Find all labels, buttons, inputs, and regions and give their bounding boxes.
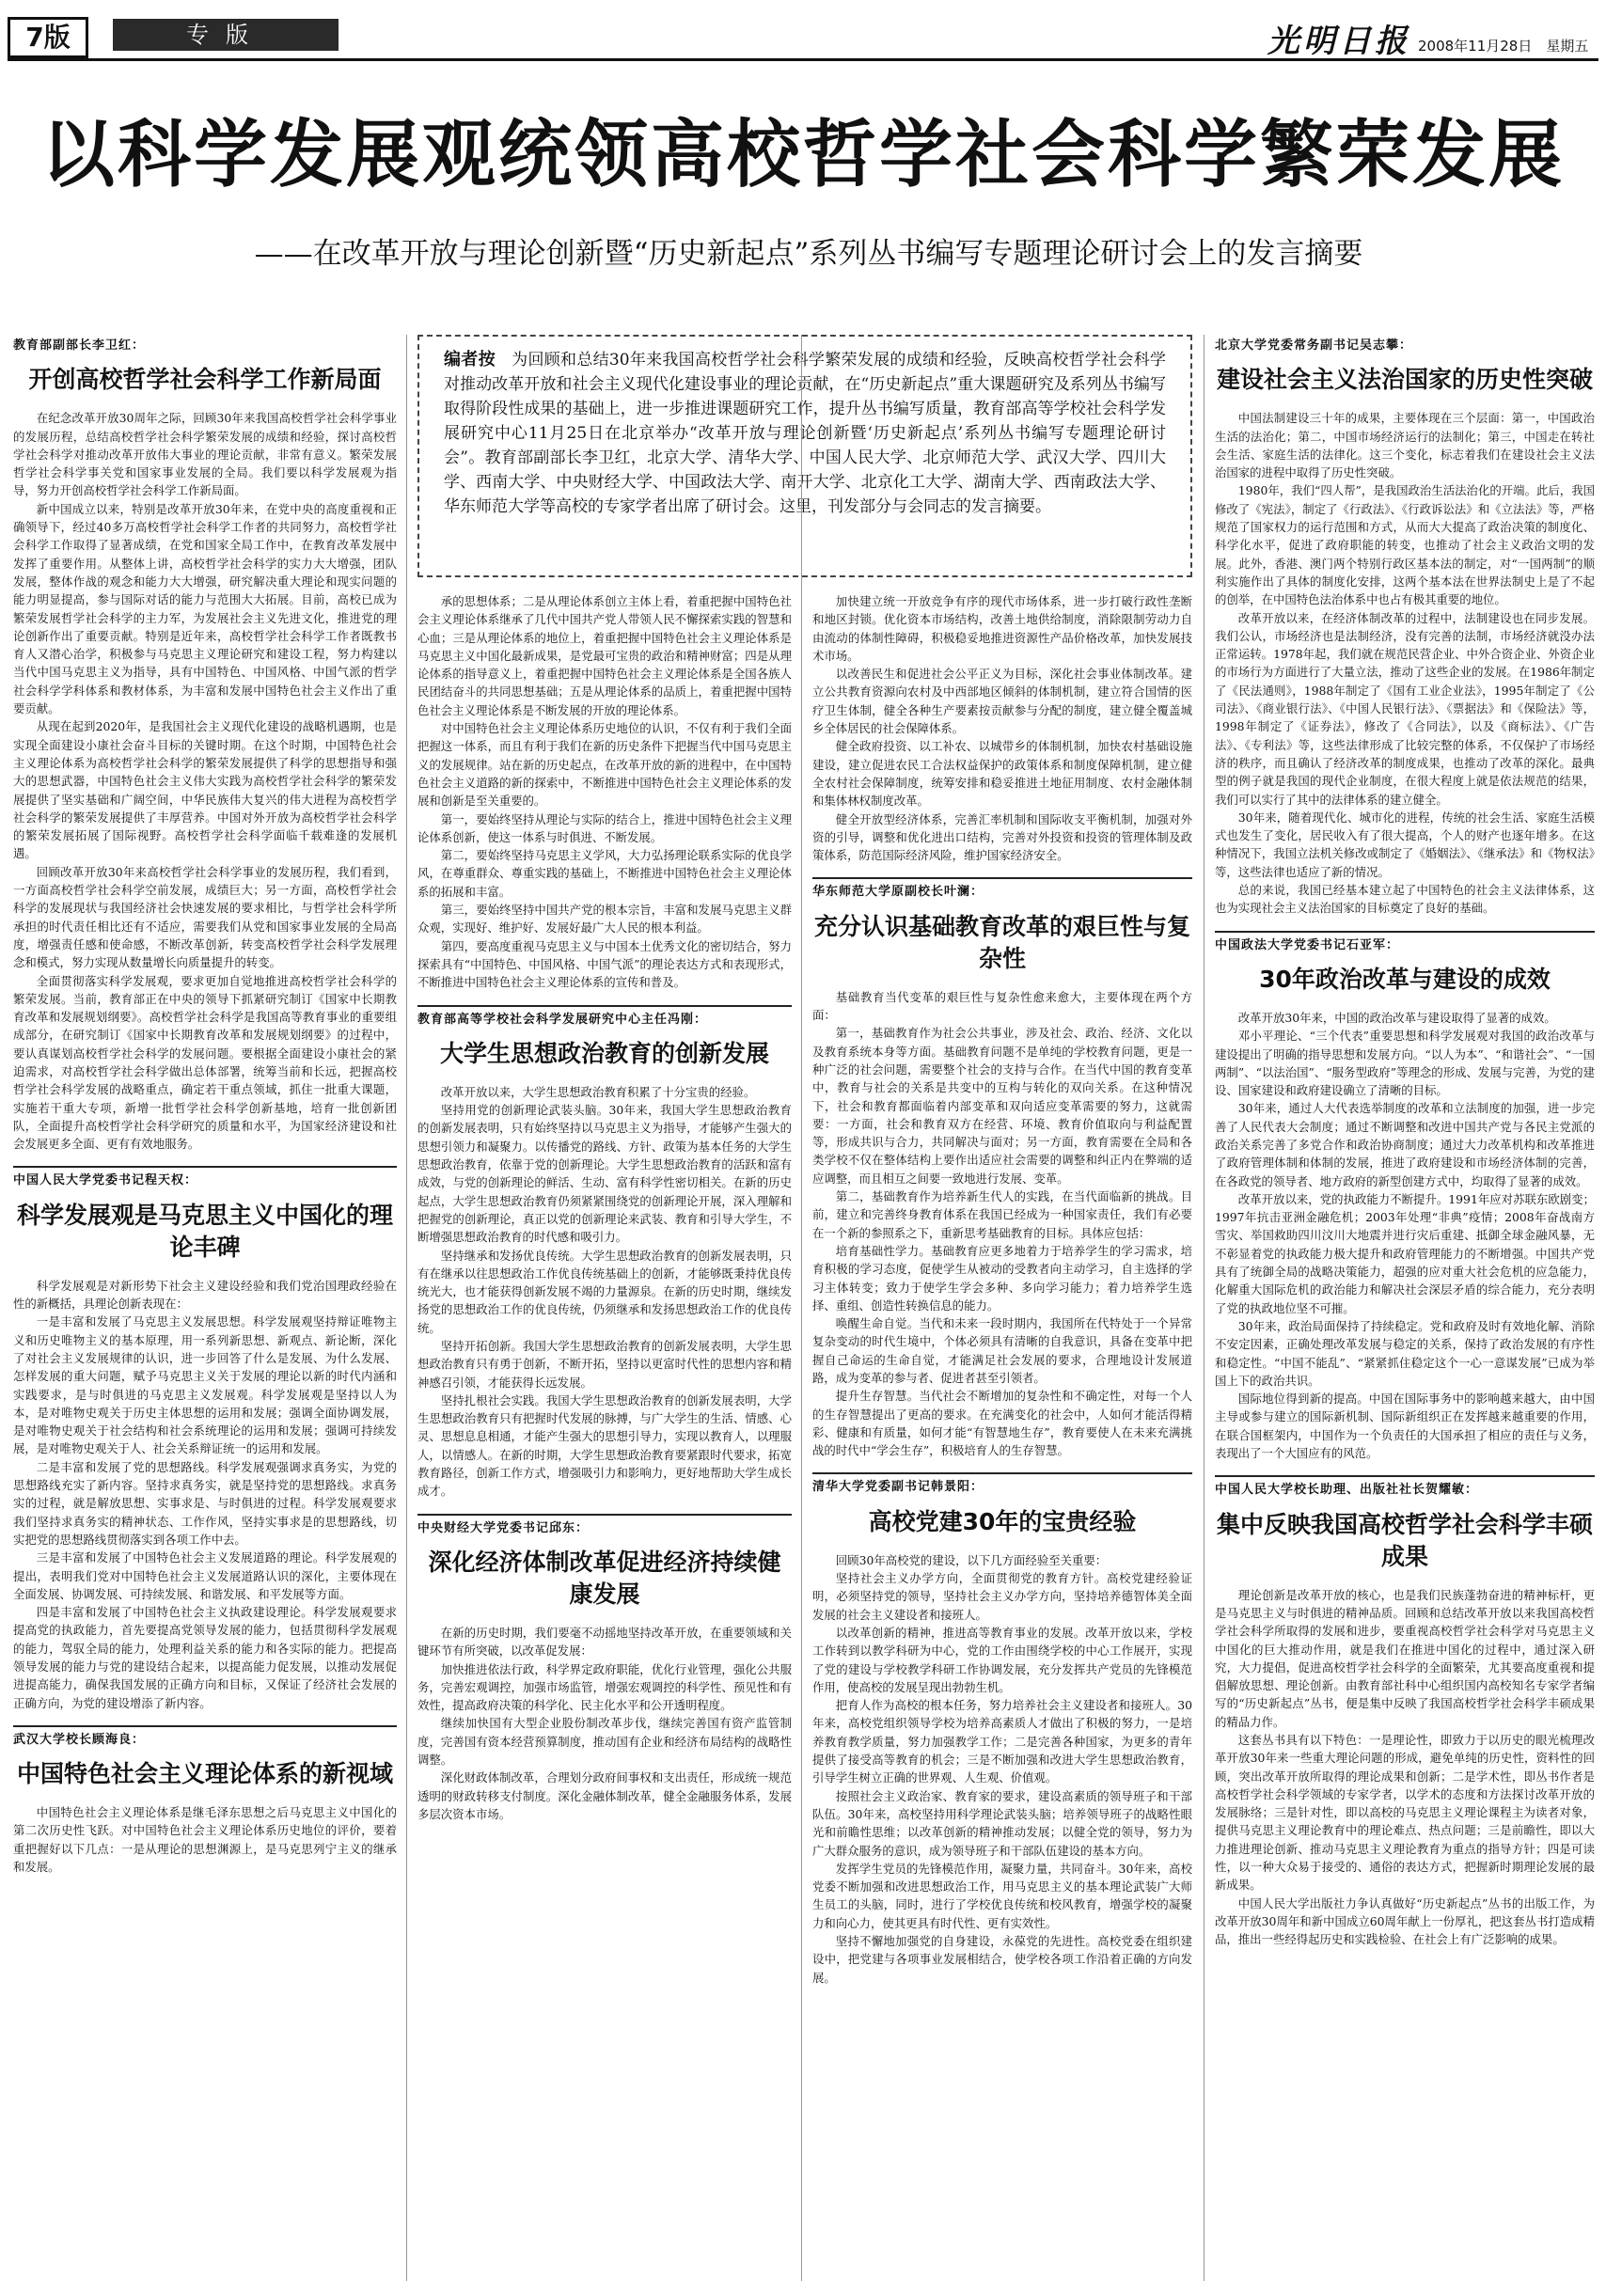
article-paragraph: 第一，基础教育作为社会公共事业，涉及社会、政治、经济、文化以及教育系统本身等方面。基础教育问题不是单纯的学校教育问题，更是一种广泛的社会问题，需要整个社会的支持与合作。在当代中国的教育变革中，教育与社会的关系是共变中的互构与转化的双向关系。在这种情况下，社会和教育都面临着内部变革和双向适应变革需要的努力，这就需要：一方面，社会和教育双方在经营、环境、教育价值取向与利益配置等，形成共识与合力，共同解决与面对；另一方面，教育需要在全局和各类学校不仅在整体结构上要作出适应社会需要的调整和纠正内在弊端的适应调整，而且相互之间要一致地进行发展、变革。 (812, 1026, 1192, 1186)
article-paragraph: 坚持继承和发扬优良传统。大学生思想政治教育的创新发展表明，只有在继承以往思想政治工作优良传统基础上的创新，才能够既秉持优良传统光大，也才能获得创新发展不竭的力量源泉。在新的历史时期，继续发扬党的思想政治工作的优良传统，仍须继承和发扬思想政治工作的优良传统。 (417, 1248, 792, 1335)
article-paragraph: 理论创新是改革开放的核心，也是我们民族蓬勃奋进的精神标杆，更是马克思主义与时俱进的精神品质。回顾和总结改革开放以来我国高校哲学社会科学所取得的发展和进步，要重视高校哲学社会科学对马克思主义中国化的巨大推动作用，就是我们在推进中国化的过程中，通过深入研究，大力提倡，促进高校哲学社会科学的全面繁荣，尤其要高度重视和提倡解放思想、理论创新。由教育部社科中心组织国内高校知名专家学者编写的“历史新起点”丛书，便是集中反映了我国高校哲学社会科学丰硕成果的精品力作。 (1215, 1587, 1595, 1729)
article-title: 深化经济体制改革促进经济持续健康发展 (428, 1548, 781, 1608)
article-paragraph: 一是丰富和发展了马克思主义发展思想。科学发展观坚持辩证唯物主义和历史唯物主义的基本原理，用一系列新思想、新观点、新论断，深化了对社会主义发展规律的认识，进一步回答了什么是发展、为什么发展、怎样发展的重大问题，赋予马克思主义关于发展的理论以新的时代内涵和实践要求，是与时俱进的马克思主义发展观。科学发展观是坚持以人为本，是对唯物史观关于历史主体思想的运用和发展；强调全面协调发展，是对唯物史观关于社会结构和社会系统理论的运用和发展；强调可持续发展，是对唯物史观关于人、社会关系辩证统一的运用和发展。 (13, 1314, 397, 1456)
article-paragraph: 坚持扎根社会实践。我国大学生思想政治教育的创新发展表明，大学生思想政治教育只有把握时代发展的脉搏，与广大学生的生活、情感、心灵、思想息息相通，才能产生强大的思想引导力，实现以教育人，以理服人，以情感人。在新的时期，大学生思想政治教育要紧跟时代要求，拓宽教育路径，创新工作方式，增强吸引力和影响力，更好地帮助大学生成长成才。 (417, 1392, 792, 1499)
page-subtitle: ——在改革开放与理论创新暨“历史新起点”系列丛书编写专题理论研讨会上的发言摘要 (254, 237, 1363, 271)
article-divider (812, 1472, 1192, 1474)
article-paragraph: 以改革创新的精神，推进高等教育事业的发展。改革开放以来，学校工作转到以教学科研为中心，党的工作由围绕学校的中心工作展开，实现了党的建设与学校教学科研工作协调发展，充分发挥共产党员的先锋模范作用，使高校的发展呈现出勃勃生机。 (812, 1625, 1192, 1694)
article-paragraph: 坚持用党的创新理论武装头脑。30年来，我国大学生思想政治教育的创新发展表明，只有始终坚持以马克思主义为指导，才能够产生强大的思想引领力和凝聚力。以传播党的路线、方针、政策为基本任务的大学生思想政治教育，依靠于党的创新理论。大学生思想政治教育的活跃和富有成效，与党的创新理论的鲜活、生动、富有科学性密切相关。在新的历史起点，大学生思想政治教育仍须紧紧围绕党的创新理论开展，深入理解和把握党的创新理论，真正以党的创新理论来武装、教育和引导大学生，不断增强思想政治教育的时代感和吸引力。 (417, 1103, 792, 1245)
article-paragraph: 把育人作为高校的根本任务，努力培养社会主义建设者和接班人。30年来，高校党组织领导学校为培养高素质人才做出了积极的努力，一是培养教育教学质量，努力加强教学工作；二是完善各种国家，为更多的青年提供了接受高等教育的机会；三是不断加强和改进大学生思想政治教育，引导学生树立正确的世界观、人生观、价值观。 (812, 1698, 1192, 1785)
article-title: 中国特色社会主义理论体系的新视域 (16, 1760, 393, 1788)
column-1 (13, 335, 397, 2281)
article-paragraph: 坚持社会主义办学方向，全面贯彻党的教育方针。高校党建经验证明，必须坚持党的领导，坚持社会主义办学方向，坚持培养德智体美全面发展的社会主义建设者和接班人。 (812, 1571, 1192, 1622)
article-title: 建设社会主义法治国家的历史性突破 (1216, 366, 1593, 394)
column-divider (801, 335, 802, 2281)
page-header (8, 8, 1598, 61)
article-author: 中央财经大学党委书记邱东： (417, 1520, 590, 1535)
article-paragraph: 加快推进依法行政，科学界定政府职能，优化行业管理，强化公共服务，完善宏观调控，加强市场监管，增强宏观调控的科学性、预见性和有效性，提高政府决策的科学化、民主化水平和公开透明程度。 (417, 1661, 792, 1713)
article-paragraph: 继续加快国有大型企业股份制改革步伐，继续完善国有资产监管制度，完善国有资本经营预算制度，推动国有企业和经济布局结构的战略性调整。 (417, 1716, 792, 1768)
article-paragraph: 承的思想体系；二是从理论体系创立主体上看，着重把握中国特色社会主义理论体系继承了几代中国共产党人带领人民不懈探索实践的智慧和心血；三是从理论体系的地位上，着重把握中国特色社会主义理论体系是马克思主义中国化最新成果，是党最可宝贵的政治和精神财富；四是从理论体系的指导意义上，着重把握中国特色社会主义理论体系是全国各族人民团结奋斗的共同思想基础；五是从理论体系的品质上，着重把握中国特色社会主义理论体系是不断发展的开放的理论体系。 (417, 594, 792, 717)
article-author: 中国人民大学校长助理、出版社社长贺耀敏： (1215, 1483, 1479, 1498)
column-4 (1215, 335, 1595, 2281)
article-title: 科学发展观是马克思主义中国化的理论丰碑 (16, 1201, 393, 1261)
article-paragraph: 邓小平理论、“三个代表”重要思想和科学发展观对我国的政治改革与建设提出了明确的指导思想和发展方向。“以人为本”、“和谐社会”、“一国两制”、“以法治国”、“服务型政府”等理念的形成、发展与完善，为党的建设、国家建设和政府建设确立了清晰的目标。 (1215, 1029, 1595, 1098)
article-paragraph: 改革开放30年来，中国的政治改革与建设取得了显著的成效。 (1237, 1010, 1556, 1025)
article-paragraph: 第一，要始终坚持从理论与实际的结合上，推进中国特色社会主义理论体系创新，使这一体系与时俱进、不断发展。 (417, 811, 792, 844)
article (1215, 931, 1595, 1463)
newspaper-masthead: 光明日报 (1267, 23, 1410, 60)
article (812, 592, 1192, 864)
article-author: 教育部副部长李卫红： (13, 338, 146, 353)
article-paragraph: 1980年，我们“四人帮”，是我国政治生活法治化的开端。此后，我国修改了《宪法》，制定了《行政法》、《行政诉讼法》和《立法法》等，严格规范了国家权力的运行范围和方式，从而大大提高了政治决策的制度化、科学化水平，促进了政府职能的转变，也推动了社会主义政治文明的发展。此外，香港、澳门两个特别行政区基本法的制定，对“一国两制”的顺利实施作出了具体的制度化安排，这两个基本法在世界法制史上是了不起的创举，在中国特色法治体系中也占有极其重要的地位。 (1215, 483, 1595, 607)
article-paragraph: 回顾改革开放30年来高校哲学社会科学事业的发展历程，我们看到，一方面高校哲学社会科学空前发展，成绩巨大；另一方面，高校哲学社会科学的发展现状与我国经济社会快速发展的要求相比，与哲学社会科学所承担的时代责任相比还有不适应，需要我们从党和国家事业发展的全局高度，增强责任感和使命感，不断改革创新，转变高校哲学社会科学发展理念和模式，努力实现从数量增长向质量提升的转变。 (13, 864, 397, 970)
article-paragraph: 科学发展观是对新形势下社会主义建设经验和我们党治国理政经验在性的新概括，具理论创新表现在： (13, 1278, 397, 1312)
article-divider (13, 1725, 397, 1727)
article-paragraph: 改革开放以来，党的执政能力不断提升。1991年应对苏联东欧剧变；1997年抗击亚洲金融危机；2003年处理“非典”疫情；2008年奋战南方雪灾、举国救助四川汶川大地震并进行灾后重建、抵御全球金融风暴，无不彰显着党的执政能力极大提升和政府管理能力的不断增强。中国共产党具有了统御全局的战略决策能力，超强的应对重大社会危机的应急能力，化解重大国际危机的政治能力和解决社会深层矛盾的综合能力，充分表明了党的执政地位坚不可摧。 (1215, 1191, 1595, 1315)
article-paragraph: 培育基础性学力。基础教育应更多地着力于培养学生的学习需求，培育积极的学习态度，促使学生从被动的受教者向主动学习，自主选择的学习主体转变；致力于使学生学会多种、多向学习能力；着力培养学生选择、重组、创造性转换信息的能力。 (812, 1243, 1192, 1313)
article-author: 中国政法大学党委书记石亚军： (1215, 937, 1400, 952)
article (417, 592, 792, 992)
publication-date: 2008年11月28日 星期五 (1418, 38, 1589, 55)
article-paragraph: 第三，要始终坚持中国共产党的根本宗旨，丰富和发展马克思主义群众观，实现好、维护好、发展好最广大人民的根本利益。 (417, 903, 792, 936)
article (812, 877, 1192, 1459)
article-paragraph: 30年来，政治局面保持了持续稳定。党和政府及时有效地化解、消除不安定因素，正确处理改革发展与稳定的关系，保持了政治发展的有序性和稳定性。“中国不能乱”、“紧紧抓住稳定这个一心一意谋发展”已成为举国上下的政治共识。 (1215, 1318, 1595, 1388)
article-paragraph: 第二，基础教育作为培养新生代人的实践，在当代面临新的挑战。目前，建立和完善终身教育体系在我国已经成为一种国家责任，我们有必要在一个新的参照系之下，重新思考基础教育的目标。具体应包括： (812, 1189, 1192, 1240)
section-tag: 专版 (113, 19, 339, 51)
article-paragraph: 第二，要始终坚持马克思主义学风，大力弘扬理论联系实际的优良学风，在尊重群众、尊重实践的基础上，不断推进中国特色社会主义理论体系的拓展和丰富。 (417, 848, 792, 899)
article-paragraph: 发挥学生党员的先锋模范作用，凝聚力量，共同奋斗。30年来，高校党委不断加强和改进思想政治工作，用马克思主义的基本理论武装广大师生员工的头脑，同时，进行了学校优良传统和校风教育，增强学校的凝聚力和向心力，使其更具有时代性、更有实效性。 (812, 1861, 1192, 1930)
article-paragraph: 总的来说，我国已经基本建立起了中国特色的社会主义法律体系，这也为实现社会主义法治国家的目标奠定了良好的基础。 (1215, 883, 1595, 916)
article-paragraph: 健全政府投资、以工补农、以城带乡的体制机制，加快农村基础设施建设，建立促进农民工合法权益保护的政策体系和制度保障机制，建立健全农村社会保障制度，统筹安排和稳妥推进土地征用制度、农村金融体制和集体林权制度改革。 (812, 739, 1192, 809)
article-paragraph: 从现在起到2020年，是我国社会主义现代化建设的战略机遇期，也是实现全面建设小康社会奋斗目标的关键时期。在这个时期，中国特色社会主义理论体系为高校哲学社会科学的繁荣发展提供了科学的思想指导和强大的思想武器，中国特色社会主义伟大实践为高校哲学社会科学的繁荣发展提供了坚实基础和广阔空间，中华民族伟大复兴的伟大进程为高校哲学社会科学的繁荣发展提供了丰厚营养。中国对外开放为高校哲学社会科学的繁荣发展拓展了国际视野。高校哲学社会科学面临千载难逢的发展机遇。 (13, 719, 397, 861)
article (812, 1472, 1192, 1986)
article (13, 1166, 397, 1711)
article (417, 1514, 792, 1824)
editor-note (417, 335, 1192, 577)
article-paragraph: 新中国成立以来，特别是改革开放30年来，在党中央的高度重视和正确领导下，经过40多万高校哲学社会科学工作者的共同努力，高校哲学社会科学工作取得了显著成绩，在党和国家全局工作中，在教育改革发展中发挥了重要作用。从整体上讲，高校哲学社会科学的实力大大增强，团队发展，整体作战的观念和能力大大增强，研究解决重大理论和现实问题的能力明显提高，参与国际对话的能力与范围大大拓展。目前，高校已成为繁荣发展哲学社会科学的主力军，为发展社会主义先进文化，推进党的理论创新作出了重要贡献。特别是近年来，高校哲学社会科学工作者既教书育人又潜心治学，积极参与马克思主义理论研究和建设工程，努力构建以当代中国马克思主义为指导，具有中国特色、中国风格、中国气派的哲学社会科学学科体系和教材体系，为丰富和发展中国特色社会主义作出了重要贡献。 (13, 501, 397, 716)
article-paragraph: 国际地位得到新的提高。中国在国际事务中的影响越来越大，由中国主导或参与建立的国际新机制、国际新组织正在发挥越来越重要的作用，在联合国框架内，中国作为一个负责任的大国承担了相应的责任与义务，表现出了一个大国应有的风范。 (1215, 1392, 1595, 1461)
article-paragraph: 提升生存智慧。当代社会不断增加的复杂性和不确定性，对每一个人的生存智慧提出了更高的要求。在充满变化的社会中，人如何才能活得精彩、健康和有质量，如何才能“有智慧地生存”，教育要使人在未来充满挑战的时代中“学会生存”，积极培育人的生存智慧。 (812, 1389, 1192, 1458)
article-paragraph: 中国人民大学出版社力争认真做好“历史新起点”丛书的出版工作，为改革开放30周年和新中国成立60周年献上一份厚礼，把这套丛书打造成精品，推出一些经得起历史和实践检验、在社会上有广泛影响的成果。 (1215, 1895, 1595, 1947)
article-paragraph: 回顾30年高校党的建设，以下几方面经验至关重要： (835, 1552, 1108, 1567)
article-author: 北京大学党委常务副书记吴志攀： (1215, 338, 1413, 353)
article-divider (417, 1005, 792, 1007)
article-paragraph: 改革开放以来，在经济体制改革的过程中，法制建设也在同步发展。我们公认，市场经济也是法制经济，没有完善的法制，市场经济就没办法正常运转。1978年起，我们就在规范民营企业、中外合资企业、外资企业的市场行为方面进行了大量立法，推动了这些企业的发展。在1986年制定了《民法通则》，1988年制定了《国有工业企业法》，1995年制定了《公司法》、《商业银行法》、《中国人民银行法》、《票据法》和《保险法》等，1998年制定了《证券法》，修改了《合同法》，以及《商标法》、《广告法》、《专利法》等，这些法律形成了比较完整的体系，不仅保护了市场经济的秩序，而且确认了经济改革的制度成果，也推动了改革的深化。最典型的例子就是我国的现代企业制度，在很大程度上就是依法规范的结果，我们可以实行了其中的法律体系的建立健全。 (1215, 610, 1595, 807)
article-paragraph: 全面贯彻落实科学发展观，要求更加自觉地推进高校哲学社会科学的繁荣发展。当前，教育部正在中央的领导下抓紧研究制订《国家中长期教育改革和发展规划纲要》。高校哲学社会科学是我国高等教育事业的重要组成部分，在研究制订《国家中长期教育改革和发展规划纲要》的过程中，要认真谋划高校哲学社会科学的发展问题。要根据全面建设小康社会的紧迫需求，对高校哲学社会科学做出总体部署，统筹当前和长远，把握高校哲学社会科学发展的战略重点，确定若干重点领域，抓住一批重大课题，实施若干重大专项，新增一批哲学社会科学创新基地，培育一批创新团队，全面提升高校哲学社会科学研究的质量和水平，为国家经济建设和社会发展更多全面、更有有效地服务。 (13, 973, 397, 1152)
article-author: 武汉大学校长顾海良： (13, 1732, 146, 1747)
article-title: 充分认识基础教育改革的艰巨性与复杂性 (813, 912, 1190, 972)
article-paragraph: 四是丰富和发展了中国特色社会主义执政建设理论。科学发展观要求提高党的执政能力，首先要提高党领导发展的能力，包括贯彻科学发展观的能力，驾驭全局的能力，处理利益关系的能力和各实际的能力。把提高领导发展的能力与党的建设结合起来，以提高能力促发展，以推动发展促进提高能力，确保我国发展的正确方向和目标，又保证了经济社会发展的正确方向，为党的建设增添了新内容。 (13, 1605, 397, 1710)
article (13, 337, 397, 1153)
article-author: 教育部高等学校社会科学发展研究中心主任冯刚： (417, 1012, 708, 1027)
article (13, 1725, 397, 1876)
article-author: 中国人民大学党委书记程天权： (13, 1173, 198, 1188)
page-number: 7版 (8, 17, 88, 58)
column-divider (406, 335, 407, 2281)
article-paragraph: 二是丰富和发展了党的思想路线。科学发展观强调求真务实，为党的思想路线充实了新内容。坚持求真务实，就是坚持党的思想路线。求真务实的过程，就是解放思想、实事求是、与时俱进的过程。科学发展观要求我们坚持求真务实的精神状态、工作作风，坚持实事求是的思想路线，切实把党的思想路线贯彻落实到各项工作中去。 (13, 1459, 397, 1547)
article-divider (1215, 931, 1595, 933)
article-paragraph: 改革开放以来，大学生思想政治教育积累了十分宝贵的经验。 (440, 1084, 756, 1099)
article-paragraph: 基础教育当代变革的艰巨性与复杂性愈来愈大，主要体现在两个方面： (812, 989, 1192, 1023)
article-divider (13, 1166, 397, 1168)
article-author: 清华大学党委副书记韩景阳： (812, 1480, 984, 1495)
article-title: 30年政治改革与建设的成效 (1259, 965, 1551, 993)
editor-note-text: 为回顾和总结30年来我国高校哲学社会科学繁荣发展的成绩和经验，反映高校哲学社会科学对推动改革开放和社会主义现代化建设事业的理论贡献，在“历史新起点”重大课题研究及系列丛书编写取得阶段性成果的基础上，进一步推进课题研究工作，提升丛书编写质量，教育部高等学校社会科学发展研究中心11月25日在北京举办“改革开放与理论创新暨‘历史新起点’系列丛书编写专题理论研讨会”。教育部副部长李卫红，北京大学、清华大学、中国人民大学、北京师范大学、武汉大学、四川大学、西南大学、中央财经大学、中国政法大学、南开大学、北京化工大学、湖南大学、西南政法大学、华东师范大学等高校的专家学者出席了研讨会。这里，刊发部分与会同志的发言摘要。 (444, 351, 1167, 516)
article-paragraph: 30年来，随着现代化、城市化的进程，传统的社会生活、家庭生活模式也发生了变化，居民收入有了很大提高，个人的财产也逐年增多。在这种情况下，我国立法机关修改或制定了《婚姻法》、《继承法》和《物权法》等，这些法律也适应了新的情况。 (1215, 810, 1595, 879)
article-paragraph: 坚持不懈地加强党的自身建设，永葆党的先进性。高校党委在组织建设中，把党建与各项事业发展相结合，使学校各项工作沿着正确的方向发展。 (812, 1934, 1192, 1985)
article-paragraph: 坚持开拓创新。我国大学生思想政治教育的创新发展表明，大学生思想政治教育只有勇于创新，不断开拓，坚持以更富时代性的思想内容和精神感召引领，才能获得长远发展。 (417, 1338, 792, 1390)
column-3 (812, 592, 1192, 2281)
page-title: 以科学发展观统领高校哲学社会科学繁荣发展 (40, 113, 1565, 197)
article-paragraph: 按照社会主义政治家、教育家的要求，建设高素质的领导班子和干部队伍。30年来，高校坚持用科学理论武装头脑；培养领导班子的战略性眼光和前瞻性思维；以改革创新的精神推动发展；以健全党的领导，努力为广大群众服务的意识，成为领导班子和干部队伍建设的基本方向。 (812, 1788, 1192, 1858)
article-divider (812, 877, 1192, 879)
article-paragraph: 三是丰富和发展了中国特色社会主义发展道路的理论。科学发展观的提出，表明我们党对中国特色社会主义发展道路认识的深化，主要体现在全面发展、协调发展、可持续发展、和谐发展、和平发展等方面。 (13, 1550, 397, 1601)
article-title: 大学生思想政治教育的创新发展 (439, 1039, 769, 1067)
article-paragraph: 在新的历史时期，我们要毫不动摇地坚持改革开放，在重要领域和关键环节有所突破，以改革促发展： (417, 1625, 792, 1659)
article-title: 高校党建30年的宝贵经验 (868, 1507, 1137, 1535)
article-divider (417, 1514, 792, 1516)
article-paragraph: 这套丛书具有以下特色：一是理论性，即致力于以历史的眼光梳理改革开放30年来一些重大理论问题的形成，避免单纯的历史性，资料性的回顾，突出改革开放所取得的理论成果和创新；二是学术性，即丛书作者是高校哲学社会科学领域的专家学者，以学术的态度和方法探讨改革开放的发展脉络；三是针对性，即以高校的马克思主义理论课程主为读者对象，提供马克思主义理论教育中的理论难点、热点问题；三是前瞻性，即以大力推进理论创新、推动马克思主义理论教育为重点的指导方针；四是可读性，以一种大众易于接受的、通俗的表达方式，把握新时期理论发展的最新成果。 (1215, 1733, 1595, 1893)
article-paragraph: 健全开放型经济体系，完善汇率机制和国际收支平衡机制，加强对外资的引导，调整和优化进出口结构，完善对外投资和投资的管理体制及政策体系，防范国际经济风险，维护国家经济安全。 (812, 811, 1192, 863)
column-2 (417, 592, 792, 2281)
article-paragraph: 第四，要高度重视马克思主义与中国本土优秀文化的密切结合，努力探索具有“中国特色、中国风格、中国气派”的理论表达方式和表现形式，不断推进中国特色社会主义理论体系的宣传和普及。 (417, 938, 792, 990)
article-paragraph: 加快建立统一开放竞争有序的现代市场体系，进一步打破行政性垄断和地区封锁。优化资本市场结构，改善土地供给制度，消除限制劳动力自由流动的体制性障碍，积极稳妥地推进资源性产品价格改革，加快发展技术市场。 (812, 594, 1192, 663)
article-paragraph: 中国特色社会主义理论体系是继毛泽东思想之后马克思主义中国化的第二次历史性飞跃。对中国特色社会主义理论体系历史地位的评价，要着重把握好以下几点：一是从理论的思想渊源上，是马克思列宁主义的继承和发展。 (13, 1805, 397, 1875)
article-title: 开创高校哲学社会科学工作新局面 (28, 366, 382, 394)
article-divider (1215, 1475, 1595, 1477)
article-paragraph: 唤醒生命自觉。当代和未来一段时期内，我国所在代特处于一个异常复杂变动的时代生境中，个体必须具有清晰的自我意识，具备在变革中把握自己命运的生命自觉，才能满足社会发展的要求，合理地设计发展道路，成为变革的参与者、促进者甚至引领者。 (812, 1316, 1192, 1385)
article-paragraph: 30年来，通过人大代表选举制度的改革和立法制度的加强，进一步完善了人民代表大会制度；通过不断调整和改进中国共产党与各民主党派的政治关系完善了多党合作和政治协商制度；通过大力改革机构和改革推进了政府管理体制和体制的发展，推进了政府建设和市场经济体制的完善，在各政党的领导者、地方政府的新型创建方式中，均取得了显著的成效。 (1215, 1101, 1595, 1188)
article-paragraph: 在纪念改革开放30周年之际，回顾30年来我国高校哲学社会科学事业的发展历程，总结高校哲学社会科学繁荣发展的成绩和经验，探讨高校哲学社会科学对推动改革开放伟大事业的理论贡献，非常有意义。繁荣发展哲学社会科学事关党和国家事业发展的全局。我们要以科学发展观为指导，努力开创高校哲学社会科学工作新局面。 (13, 411, 397, 498)
article (1215, 1475, 1595, 1948)
article-paragraph: 以改善民生和促进社会公平正义为目标，深化社会事业体制改革。建立公共教育资源向农村及中西部地区倾斜的体制机制，建立符合国情的医疗卫生体制，健全各种生产要素按贡献参与分配的制度，建立健全覆盖城乡全体居民的社会保障体系。 (812, 667, 1192, 736)
article-paragraph: 中国法制建设三十年的成果，主要体现在三个层面：第一，中国政治生活的法治化；第二，中国市场经济运行的法制化；第三，中国走在转社会生活、家庭生活的法律化。这三个变化，标志着我们在建设社会主义法治国家的进程中取得了历史性突破。 (1215, 411, 1595, 480)
article-title: 集中反映我国高校哲学社会科学丰硕成果 (1216, 1510, 1593, 1570)
editor-note-label: 编者按 (444, 350, 496, 370)
article-paragraph: 深化财政体制改革，合理划分政府间事权和支出责任，形成统一规范透明的财政转移支付制度。深化金融体制改革，健全金融服务体系，发展多层次资本市场。 (417, 1770, 792, 1821)
article-author: 华东师范大学原副校长叶澜： (812, 885, 984, 900)
article (417, 1005, 792, 1501)
article-paragraph: 对中国特色社会主义理论体系历史地位的认识，不仅有利于我们全面把握这一体系，而且有利于我们在新的历史条件下把握当代中国马克思主义的发展规律。站在新的历史起点，在改革开放的新的进程中，在中国特色社会主义道路的新的探索中，不断推进中国特色社会主义理论体系的发展和创新是至关重要的。 (417, 721, 792, 809)
article (1215, 337, 1595, 918)
